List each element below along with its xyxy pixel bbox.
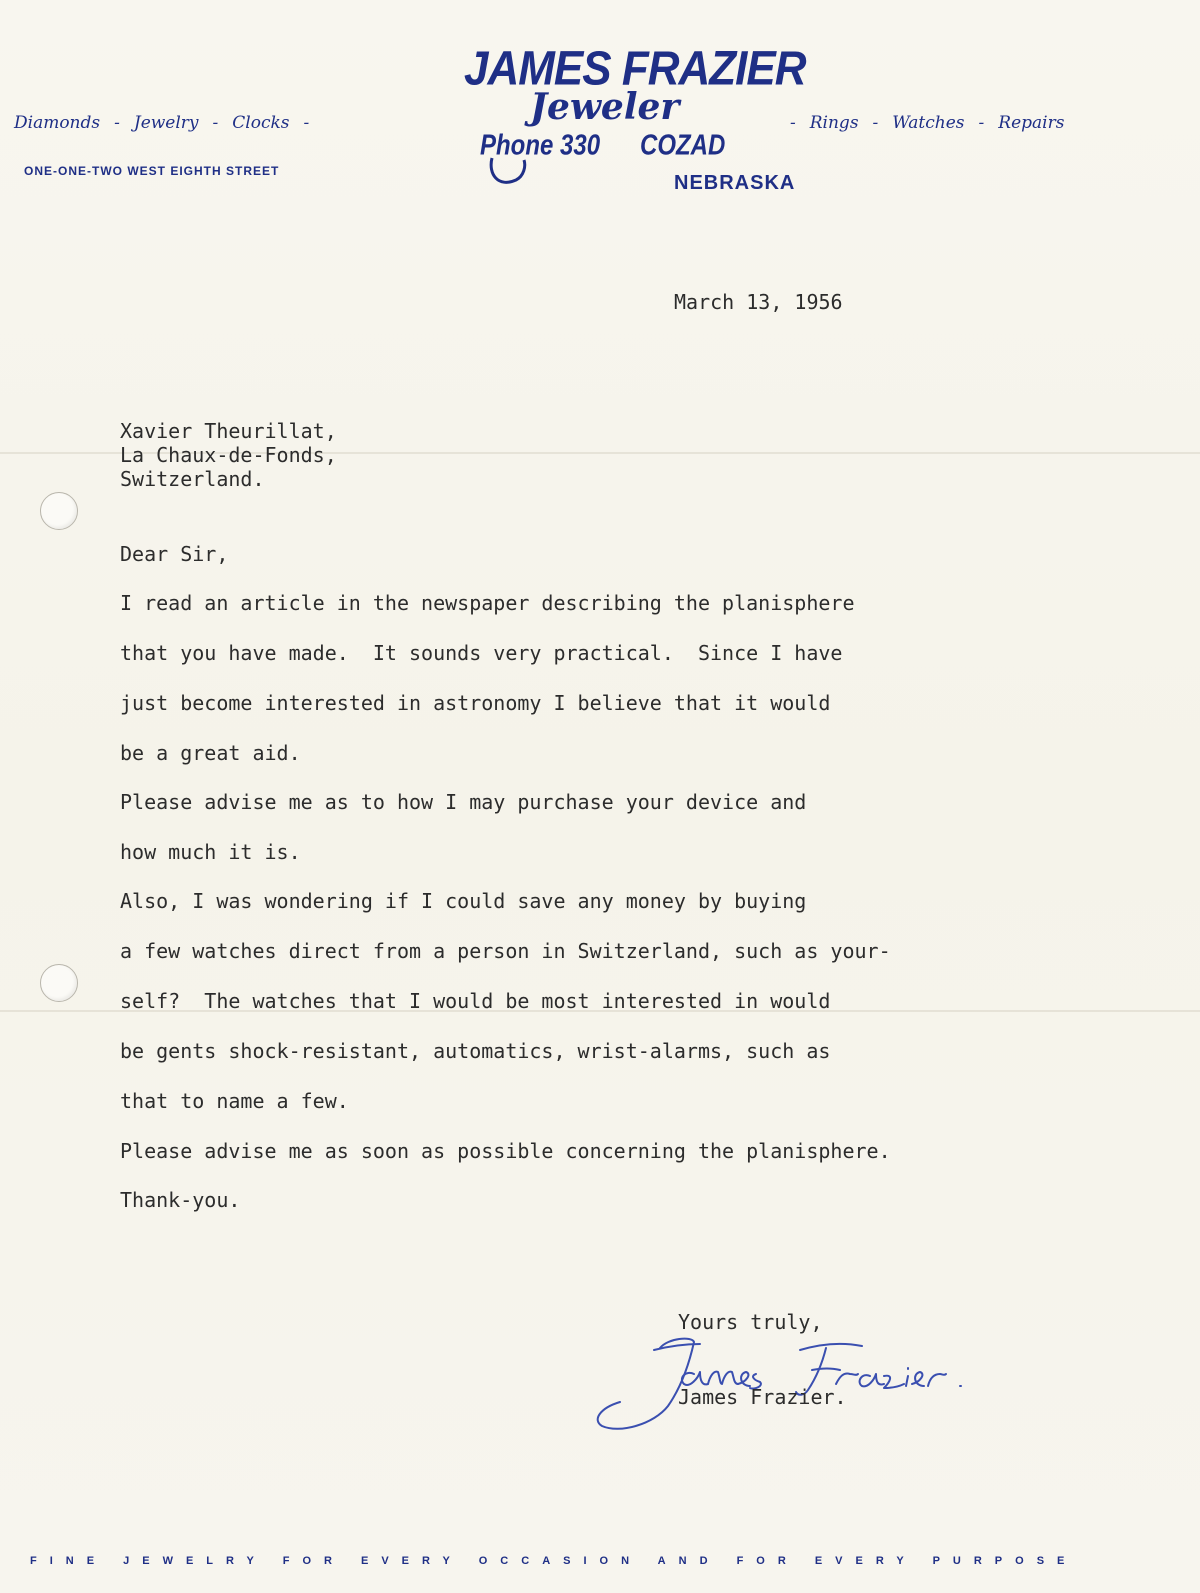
body-line: Please advise me as to how I may purchase your device and [120, 790, 807, 814]
item-clocks: Clocks [232, 113, 290, 133]
body-line: self? The watches that I would be most interested in would [120, 989, 831, 1013]
address-line: Switzerland. [120, 467, 265, 491]
body-line: Thank-you. [120, 1188, 241, 1212]
separator: - [303, 113, 310, 133]
salutation: Dear Sir, [120, 542, 229, 566]
typed-name: James Frazier. [678, 1385, 847, 1409]
body-line: just become interested in astronomy I believe that it would [120, 691, 831, 715]
separator: - [114, 113, 120, 133]
punch-hole [40, 964, 78, 1002]
letterhead-city: COZAD [640, 129, 726, 162]
letterhead-phone: Phone 330 [480, 129, 601, 162]
body-line: Also, I was wondering if I could save any money by buying [120, 889, 807, 913]
letterhead-street: ONE-ONE-TWO WEST EIGHTH STREET [24, 164, 280, 178]
address-line: La Chaux-de-Fonds, [120, 443, 337, 467]
letterhead-items-right [790, 113, 1064, 133]
body-line: be gents shock-resistant, automatics, wrist-alarms, such as [120, 1039, 831, 1063]
letterhead-state: NEBRASKA [674, 172, 796, 194]
footer-tagline: FINE JEWELRY FOR EVERY OCCASION AND FOR EVERY PURPOSE [30, 1555, 1078, 1567]
punch-hole [40, 492, 78, 530]
body-line: that to name a few. [120, 1089, 349, 1113]
letterhead-items-left [14, 113, 323, 133]
item-watches: Watches [892, 113, 965, 133]
letter-date: March 13, 1956 [674, 290, 843, 314]
item-jewelry: Jewelry [133, 113, 199, 133]
item-diamonds: Diamonds [14, 113, 101, 133]
separator: - [978, 113, 985, 133]
body-line: how much it is. [120, 840, 301, 864]
letterhead-name: JAMES FRAZIER [464, 41, 806, 96]
body-line: a few watches direct from a person in Switzerland, such as your- [120, 939, 891, 963]
flourish-icon [486, 152, 530, 192]
separator: - [790, 113, 796, 133]
item-rings: Rings [809, 113, 859, 133]
body-line: Please advise me as soon as possible concerning the planisphere. [120, 1139, 891, 1163]
separator: - [872, 113, 879, 133]
separator: - [212, 113, 219, 133]
body-line: that you have made. It sounds very practical. Since I have [120, 641, 843, 665]
body-line: I read an article in the newspaper describing the planisphere [120, 591, 855, 615]
body-line: be a great aid. [120, 741, 301, 765]
address-line: Xavier Theurillat, [120, 419, 337, 443]
letterhead-trade: Jeweler [530, 86, 680, 128]
item-repairs: Repairs [998, 113, 1065, 133]
closing: Yours truly, [678, 1310, 823, 1334]
